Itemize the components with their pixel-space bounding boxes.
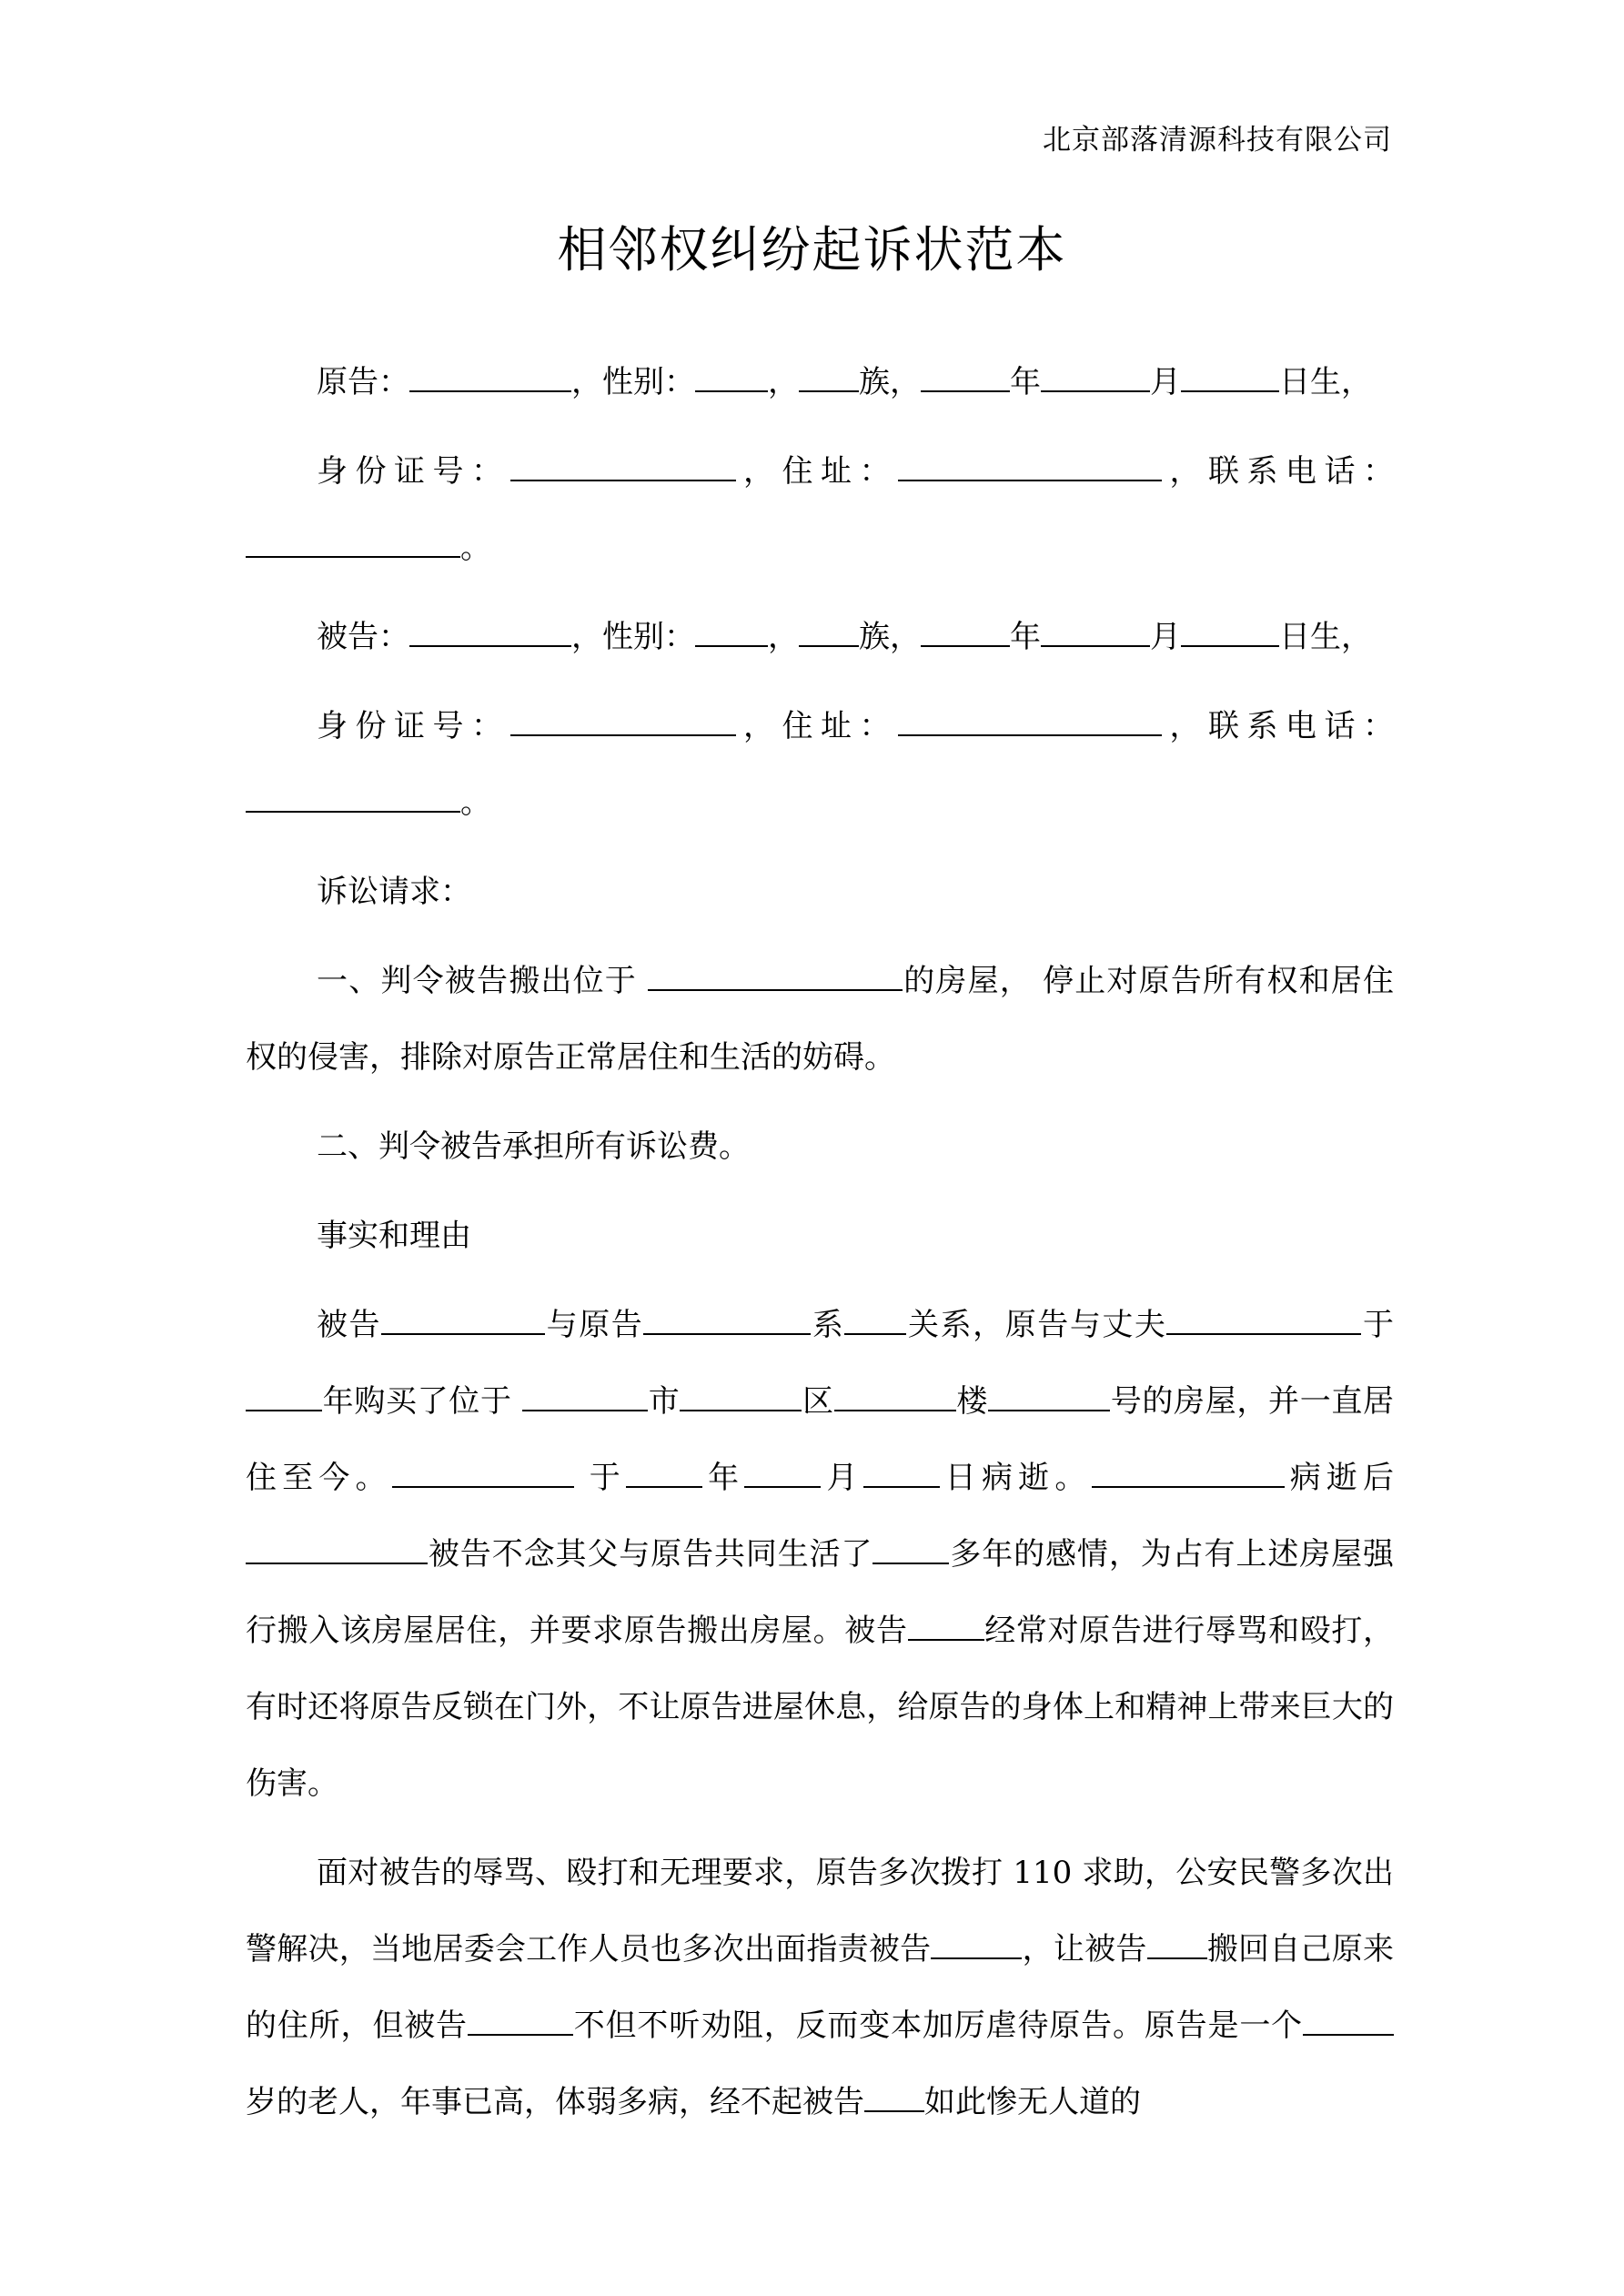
plaintiff-birth-month-blank: [1041, 363, 1150, 392]
blank: [246, 1382, 322, 1411]
facts-paragraph-1: 被告 与原告 系 关系，原告与丈夫 于年购买了位于 市 区 楼 号的房屋，并一直居住至今。 于 年 月 日病逝。 病逝后被告不念其父与原告共同生活了 多年的感情，为占有上述房屋强行搬入该房屋居住，并要求原告搬出房屋。被告 经常对原告进行辱骂和殴打，有时还将原告反锁在门外，不让原告进屋休息，给原告的身体上和精神上带来巨大的伤害。: [246, 1307, 1395, 1802]
blank: [844, 1306, 906, 1335]
defendant-birth-day-blank: [1181, 618, 1279, 647]
plaintiff-address-blank: [898, 452, 1162, 481]
document-body: [246, 344, 1394, 2153]
plaintiff-birth-year-blank: [921, 363, 1010, 392]
blank: [1303, 2007, 1394, 2036]
blank: [392, 1459, 574, 1488]
defendant-id-blank: [510, 707, 736, 736]
plaintiff-contact-line: 身份证号： ，住址： ，联系电话：。: [246, 433, 1394, 586]
claim-2: 二、判令被告承担所有诉讼费。: [317, 1128, 750, 1165]
blank: [1166, 1306, 1361, 1335]
defendant-ethnic-blank: [799, 618, 859, 647]
plaintiff-gender-blank: [695, 363, 768, 392]
defendant-birth-month-blank: [1041, 618, 1150, 647]
defendant-name-blank: [409, 618, 571, 647]
defendant-gender-blank: [695, 618, 768, 647]
blank: [1147, 1930, 1207, 1959]
blank: [908, 1612, 984, 1641]
blank: [864, 2083, 924, 2112]
blank: [680, 1382, 802, 1411]
blank: [744, 1459, 821, 1488]
facts-heading: 事实和理由: [317, 1218, 471, 1254]
defendant-birth-year-blank: [921, 618, 1010, 647]
blank: [246, 1535, 428, 1564]
blank: [643, 1306, 811, 1335]
plaintiff-phone-blank: [246, 529, 460, 558]
blank: [626, 1459, 702, 1488]
defendant-address-blank: [898, 707, 1162, 736]
blank: [1092, 1459, 1285, 1488]
defendant-contact-line: 身份证号： ，住址： ，联系电话：。: [246, 688, 1394, 841]
blank: [863, 1459, 940, 1488]
defendant-info-line: 被告： ，性别： ， 族， 年 月 日生，: [317, 619, 1372, 655]
plaintiff-birth-day-blank: [1181, 363, 1279, 392]
claims-heading: 诉讼请求：: [317, 874, 471, 910]
blank: [381, 1306, 545, 1335]
defendant-label: 被告：: [317, 619, 409, 655]
plaintiff-ethnic-blank: [799, 363, 859, 392]
blank: [468, 2007, 573, 2036]
plaintiff-id-blank: [510, 452, 736, 481]
plaintiff-name-blank: [409, 363, 571, 392]
claim-property-location-blank: [648, 962, 903, 991]
facts-paragraph-2: 面对被告的辱骂、殴打和无理要求，原告多次拨打 110 求助，公安民警多次出警解决，当地居委会工作人员也多次出面指责被告 ，让被告 搬回自己原来的住所，但被告 不但不听劝阻，反而变本加厉虐待原告。原告是一个岁的老人，年事已高，体弱多病，经不起被告 如此惨无人道的: [246, 1855, 1395, 2120]
plaintiff-label: 原告：: [317, 364, 409, 400]
blank: [873, 1535, 949, 1564]
defendant-phone-blank: [246, 784, 460, 813]
blank: [931, 1930, 1022, 1959]
blank: [988, 1382, 1110, 1411]
plaintiff-info-line: 原告： ，性别： ， 族， 年 月 日生，: [317, 364, 1372, 400]
claim-1: 一、判令被告搬出位于 的房屋， 停止对原告所有权和居住权的侵害，排除对原告正常居住和生活的妨碍。: [246, 963, 1395, 1076]
blank: [834, 1382, 956, 1411]
company-header: 北京部落清源科技有限公司: [1043, 124, 1392, 157]
blank: [522, 1382, 648, 1411]
document-title: 相邻权纠纷起诉状范本: [557, 221, 1067, 278]
